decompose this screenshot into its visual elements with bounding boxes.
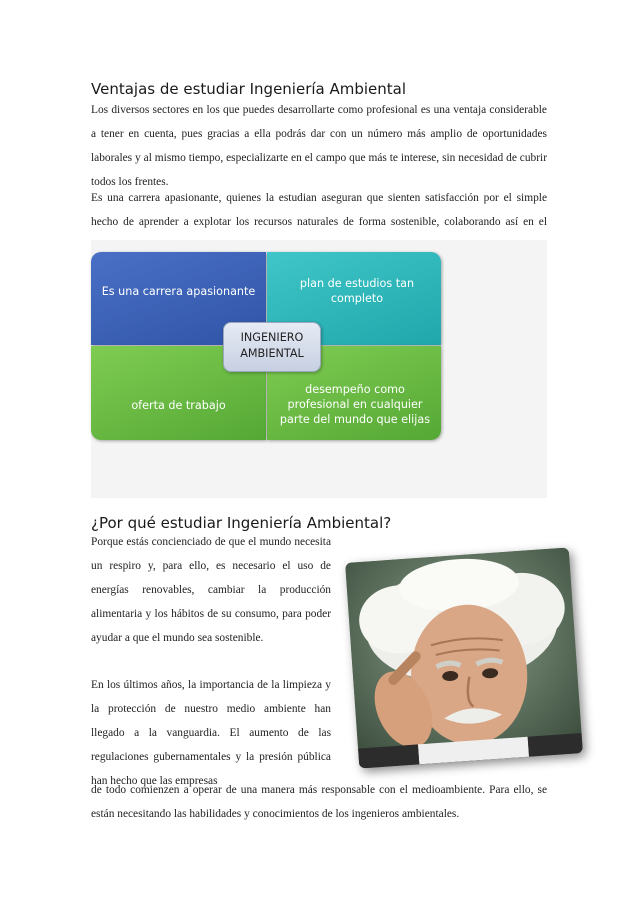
section-title-por-que: ¿Por qué estudiar Ingeniería Ambiental? (91, 514, 392, 532)
paragraph-sectores: Los diversos sectores en los que puedes desarrollarte como profesional es una ventaja considerable a tener en cuenta, pues gracias a ella podrás dar con un número más amplio de oportunidades laborales y al mismo tiempo, especializarte en el campo que más te interese, sin necesidad de cubrir todos los frentes. (91, 104, 547, 188)
diagram-label-oferta: oferta de trabajo (131, 399, 226, 412)
diagram-label-carrera: Es una carrera apasionante (101, 285, 256, 298)
portrait-illustration (345, 547, 583, 768)
diagram-center-line2: AMBIENTAL (240, 347, 304, 360)
section-title-ventajas: Ventajas de estudiar Ingeniería Ambiental (91, 80, 407, 98)
paragraph-carrera: Es una carrera apasionante, quienes la estudian aseguran que sienten satisfacción por el simple hecho de aprender a explotar los recursos naturales de forma sostenible, colaborando así en el (91, 192, 547, 228)
paragraph-continuacion: de todo comienzen a operar de una manera más responsable con el medioambiente. Para ello, se están necesitando las habilidades y conocimientos de los ingenieros ambientales. (91, 784, 547, 820)
einstein-portrait-image (345, 547, 583, 768)
paragraph-concienciado: Porque estás concienciado de que el mundo necesita un respiro y, para ello, es necesario el uso de energías renovables, cambiar la producción alimentaria y los hábitos de su consumo, para poder ayudar a que el mundo sea sostenible. (91, 536, 331, 644)
diagram-center-box (223, 322, 321, 372)
paragraph-ultimos-anos: En los últimos años, la importancia de la limpieza y la protección de nuestro medio ambiente han llegado a la vanguardia. El aumento de las regulaciones gubernamentales y la presión pública han hecho que las empresas (91, 679, 331, 787)
diagram-center-line1: INGENIERO (240, 331, 304, 344)
diagram-label-plan: plan de estudios tan completo (299, 277, 415, 305)
ingeniero-ambiental-diagram (91, 252, 441, 440)
diagram-label-desempeno: desempeño como profesional en cualquier parte del mundo que elijas (279, 383, 431, 426)
